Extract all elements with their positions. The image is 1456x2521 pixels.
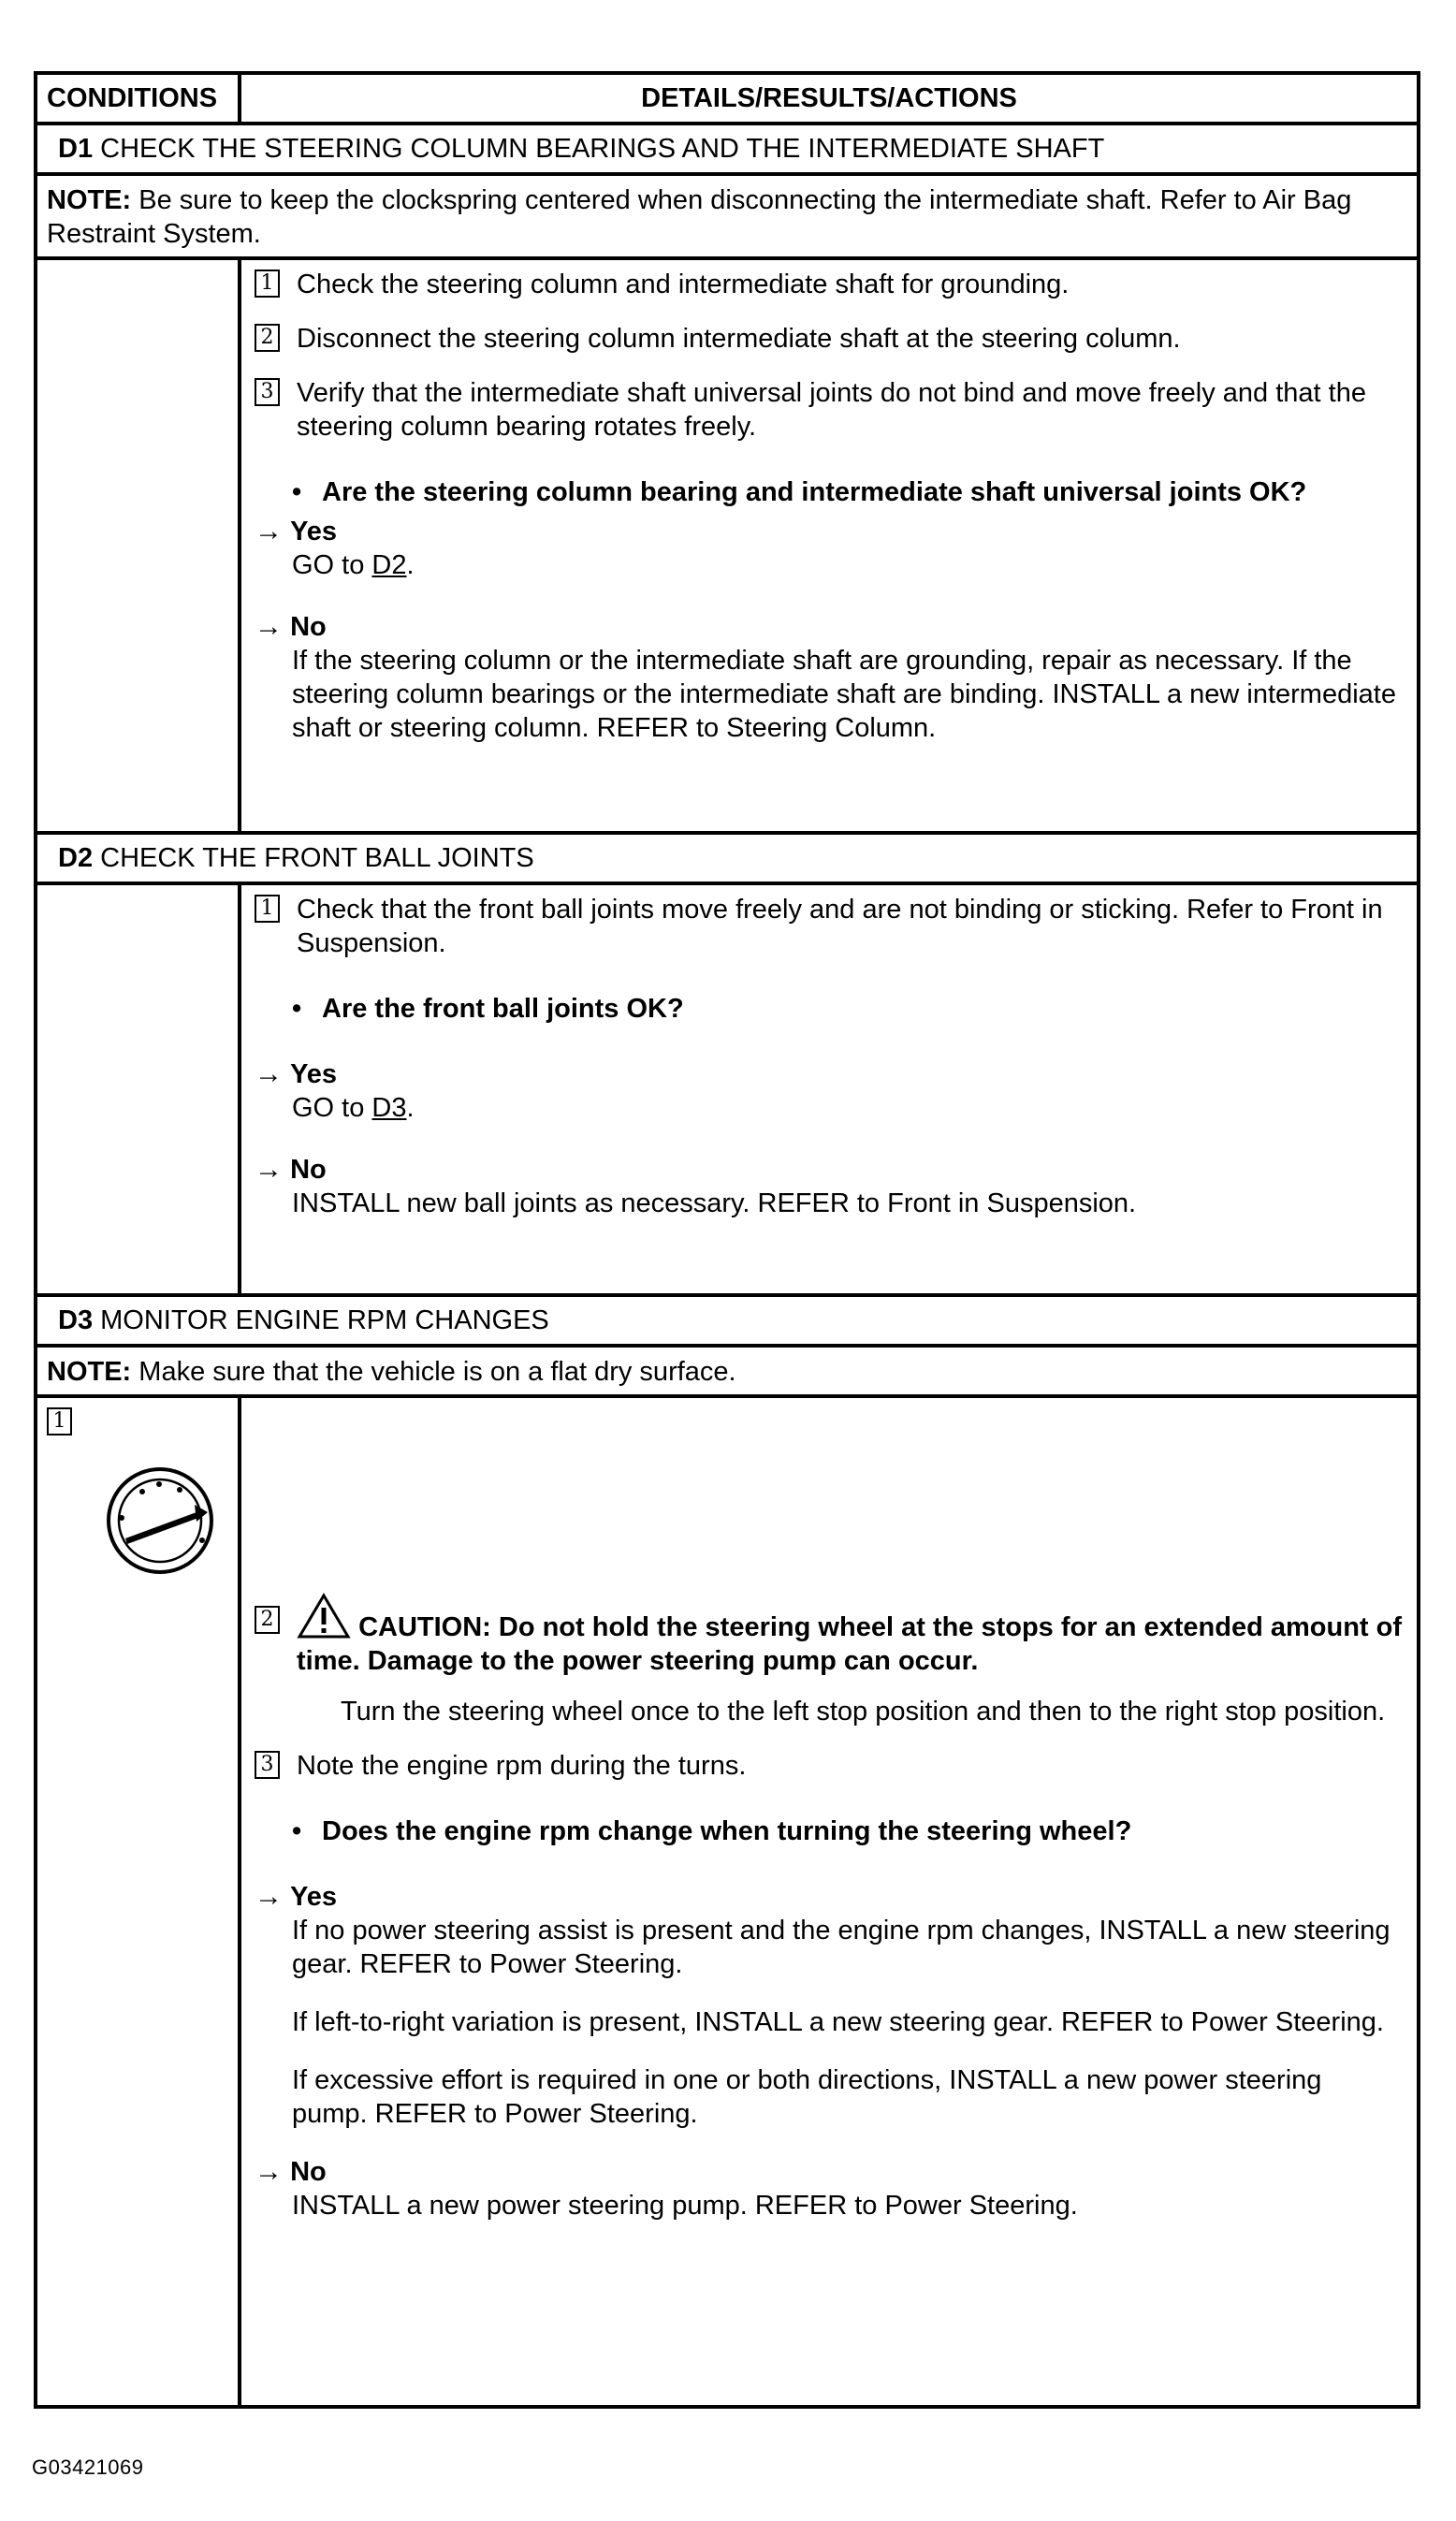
- d2-title-text: CHECK THE FRONT BALL JOINTS: [100, 843, 534, 873]
- step-text: Note the engine rpm during the turns.: [297, 1751, 747, 1781]
- d1-note-text: Be sure to keep the clockspring centered when disconnecting the intermediate shaft. Refer to Air Bag Restraint System.: [47, 185, 1352, 249]
- step-text: Check the steering column and intermediate shaft for grounding.: [297, 270, 1070, 299]
- bullet-icon: •: [292, 994, 302, 1024]
- d3-title-text: MONITOR ENGINE RPM CHANGES: [100, 1305, 549, 1335]
- figure-code: G03421069: [32, 2455, 144, 2479]
- step-text: Check that the front ball joints move freely and are not binding or sticking. Refer to Front in Suspension.: [297, 895, 1383, 958]
- d3-conditions-cell: [36, 1396, 240, 2407]
- d1-body-row: [36, 258, 1419, 833]
- d3-yes-paragraph: If no power steering assist is present and the engine rpm changes, INSTALL a new steering gear. REFER to Power Steering.: [292, 1916, 1390, 1979]
- warning-triangle-icon: [297, 1593, 351, 1639]
- d3-question: [292, 1814, 1402, 1848]
- d3-body-row: [36, 1396, 1419, 2407]
- yes-label: Yes: [290, 1882, 338, 1912]
- d3-no-text: INSTALL a new power steering pump. REFER to Power Steering.: [292, 2191, 1078, 2221]
- d3-step1: [37, 1398, 238, 1651]
- d3-spacer: [255, 1406, 1402, 1593]
- yes-label: Yes: [290, 1059, 338, 1089]
- bullet-icon: •: [292, 1816, 302, 1846]
- d1-id: D1: [58, 134, 94, 164]
- yes-label: Yes: [290, 517, 338, 546]
- arrow-right-icon: →: [255, 2156, 283, 2187]
- diagnostic-table: [34, 71, 1420, 2409]
- go-to-prefix: GO to: [292, 550, 365, 580]
- d3-note-label: NOTE:: [47, 1357, 132, 1387]
- d3-title-row: [36, 1295, 1419, 1346]
- d3-details-cell: [240, 1396, 1419, 2407]
- step-text: Disconnect the steering column intermediate shaft at the steering column.: [297, 324, 1181, 354]
- d2-no-text: INSTALL new ball joints as necessary. REFER to Front in Suspension.: [292, 1188, 1137, 1218]
- d1-yes-branch: [255, 515, 1402, 582]
- d1-details-cell: [240, 258, 1419, 833]
- d3-note-row: [36, 1346, 1419, 1396]
- details-header: DETAILS/RESULTS/ACTIONS: [240, 73, 1419, 124]
- d2-body-row: [36, 883, 1419, 1295]
- d1-no-text: If the steering column or the intermediate shaft are grounding, repair as necessary. If the steering column bearings or the intermediate shaft are binding. INSTALL a new intermediate shaft or steering column. REFER to Steering Column.: [292, 646, 1396, 743]
- d3-step2-text: Turn the steering wheel once to the left stop position and then to the right stop position.: [341, 1697, 1386, 1727]
- caution-block: [297, 1593, 1402, 1678]
- no-label: No: [290, 1155, 327, 1185]
- no-label: No: [290, 612, 327, 642]
- d2-conditions-cell: [36, 883, 240, 1295]
- d1-question-text: Are the steering column bearing and intermediate shaft universal joints OK?: [322, 477, 1307, 507]
- d3-id: D3: [58, 1305, 94, 1335]
- step-number-box: 1: [47, 1407, 72, 1435]
- ignition-switch-icon: [105, 1465, 215, 1576]
- no-label: No: [290, 2157, 327, 2187]
- arrow-right-icon: →: [255, 516, 283, 546]
- d1-note-label: NOTE:: [47, 185, 132, 215]
- arrow-right-icon: →: [255, 1058, 283, 1089]
- d3-title: [36, 1295, 1419, 1346]
- d2-title-row: [36, 833, 1419, 883]
- go-to-d2-link[interactable]: D2: [371, 550, 407, 580]
- d3-step3: [255, 1749, 1402, 1783]
- d3-yes-paragraph: If excessive effort is required in one or both directions, INSTALL a new power steering pump. REFER to Power Steering.: [292, 2065, 1322, 2129]
- bullet-icon: •: [292, 477, 302, 507]
- d1-step: [255, 376, 1402, 444]
- d3-question-text: Does the engine rpm change when turning the steering wheel?: [322, 1816, 1132, 1846]
- arrow-right-icon: →: [255, 611, 283, 642]
- d1-title: [36, 124, 1419, 174]
- d2-details-cell: [240, 883, 1419, 1295]
- step-number-box: 3: [255, 378, 280, 406]
- d2-id: D2: [58, 843, 94, 873]
- step-text: Verify that the intermediate shaft universal joints do not bind and move freely and that the steering column bearing rotates freely.: [297, 378, 1366, 442]
- d1-title-row: [36, 124, 1419, 174]
- arrow-right-icon: →: [255, 1154, 283, 1185]
- d2-no-branch: [255, 1153, 1402, 1220]
- d3-yes-paragraph: If left-to-right variation is present, INSTALL a new steering gear. REFER to Power Steering.: [292, 2007, 1384, 2037]
- step-number-box: 1: [255, 895, 280, 923]
- d2-question: [292, 992, 1402, 1026]
- step-number-box: 2: [255, 324, 280, 352]
- d3-note: [36, 1346, 1419, 1396]
- d2-title: [36, 833, 1419, 883]
- d1-yes-body: GO to D2.: [292, 550, 415, 580]
- conditions-header: CONDITIONS: [36, 73, 240, 124]
- d3-no-branch: [255, 2155, 1402, 2222]
- d1-question: [292, 475, 1402, 509]
- d2-question-text: Are the front ball joints OK?: [322, 994, 684, 1024]
- go-to-prefix: GO to: [292, 1093, 365, 1123]
- d3-step2: [255, 1593, 1402, 1678]
- table-header-row: [36, 73, 1419, 124]
- d1-title-text: CHECK THE STEERING COLUMN BEARINGS AND THE INTERMEDIATE SHAFT: [100, 134, 1105, 164]
- caution-text: CAUTION: Do not hold the steering wheel at the stops for an extended amount of time. Damage to the power steering pump can occur.: [297, 1612, 1402, 1676]
- d1-step: [255, 268, 1402, 301]
- d2-yes-branch: [255, 1057, 1402, 1125]
- step-number-box: 3: [255, 1751, 280, 1779]
- step-number-box: 1: [255, 270, 280, 298]
- d2-step: [255, 893, 1402, 960]
- go-to-d3-link[interactable]: D3: [371, 1093, 407, 1123]
- d1-step: [255, 322, 1402, 356]
- d1-conditions-cell: [36, 258, 240, 833]
- d3-note-text: Make sure that the vehicle is on a flat dry surface.: [138, 1357, 736, 1387]
- d1-note: [36, 174, 1419, 258]
- d1-note-row: [36, 174, 1419, 258]
- d3-yes-branch: [255, 1880, 1402, 2131]
- step-number-box: 2: [255, 1606, 280, 1634]
- arrow-right-icon: →: [255, 1881, 283, 1912]
- d2-yes-body: GO to D3.: [292, 1093, 415, 1123]
- d1-no-branch: [255, 610, 1402, 745]
